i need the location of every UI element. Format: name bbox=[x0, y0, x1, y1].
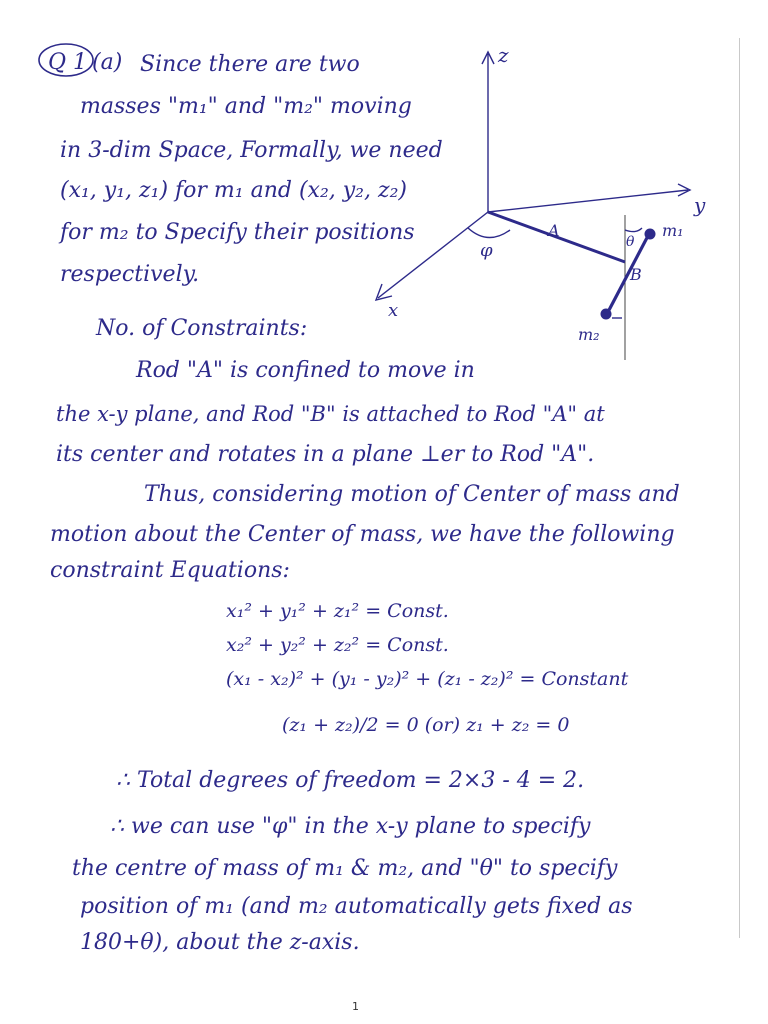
equation-1: x₁² + y₁² + z₁² = Const. bbox=[226, 600, 449, 622]
equation-2: x₂² + y₂² + z₂² = Const. bbox=[226, 634, 449, 656]
mass-m1 bbox=[645, 229, 656, 240]
intro-line-6: respectively. bbox=[60, 262, 200, 287]
constraints-line-3: its center and rotates in a plane ⊥er to Rod "A". bbox=[56, 442, 595, 467]
mass-m2 bbox=[601, 309, 612, 320]
part-label: (a) bbox=[92, 50, 123, 75]
conclusion-line-4: position of m₁ (and m₂ automatically gets fixed as bbox=[80, 894, 633, 919]
axis-z-label: z bbox=[498, 43, 509, 67]
m2-label: m₂ bbox=[578, 325, 600, 344]
phi-label: φ bbox=[480, 240, 493, 261]
m1-label: m₁ bbox=[662, 221, 684, 240]
question-label: Q 1 bbox=[48, 50, 88, 75]
rod-diagram bbox=[360, 40, 730, 370]
intro-line-1: Since there are two bbox=[140, 52, 360, 77]
rod-b-label: B bbox=[630, 265, 642, 284]
conclusion-line-2: ∴ we can use "φ" in the x-y plane to specify bbox=[110, 814, 591, 839]
conclusion-line-3: the centre of mass of m₁ & m₂, and "θ" to specify bbox=[72, 856, 618, 881]
constraints-line-6: constraint Equations: bbox=[50, 558, 290, 583]
theta-label: θ bbox=[626, 234, 635, 250]
phi-arc bbox=[468, 228, 510, 238]
intro-line-3: in 3-dim Space, Formally, we need bbox=[60, 138, 443, 163]
intro-line-4: (x₁, y₁, z₁) for m₁ and (x₂, y₂, z₂) bbox=[60, 178, 407, 203]
equation-3: (x₁ - x₂)² + (y₁ - y₂)² + (z₁ - z₂)² = Constant bbox=[226, 668, 629, 690]
constraints-heading: No. of Constraints: bbox=[96, 316, 308, 341]
constraints-line-1: Rod "A" is confined to move in bbox=[136, 358, 475, 383]
intro-line-2: masses "m₁" and "m₂" moving bbox=[80, 94, 412, 119]
axis-x-label: x bbox=[388, 300, 399, 321]
page-number: 1 bbox=[352, 1000, 359, 1013]
axis-y-label: y bbox=[694, 193, 706, 217]
y-axis-line bbox=[488, 190, 688, 212]
intro-line-5: for m₂ to Specify their positions bbox=[60, 220, 415, 245]
constraints-line-2: the x-y plane, and Rod "B" is attached to Rod "A" at bbox=[56, 402, 605, 426]
conclusion-line-1: ∴ Total degrees of freedom = 2×3 - 4 = 2. bbox=[116, 768, 585, 793]
rod-a-label: A bbox=[548, 221, 560, 240]
conclusion-line-5: 180+θ), about the z-axis. bbox=[80, 930, 360, 955]
theta-arc bbox=[625, 228, 642, 232]
margin-rule bbox=[739, 38, 740, 938]
equation-4: (z₁ + z₂)/2 = 0 (or) z₁ + z₂ = 0 bbox=[282, 714, 570, 736]
constraints-line-4: Thus, considering motion of Center of mass and bbox=[144, 482, 680, 507]
x-axis-line bbox=[378, 212, 488, 298]
constraints-line-5: motion about the Center of mass, we have the following bbox=[50, 522, 675, 547]
